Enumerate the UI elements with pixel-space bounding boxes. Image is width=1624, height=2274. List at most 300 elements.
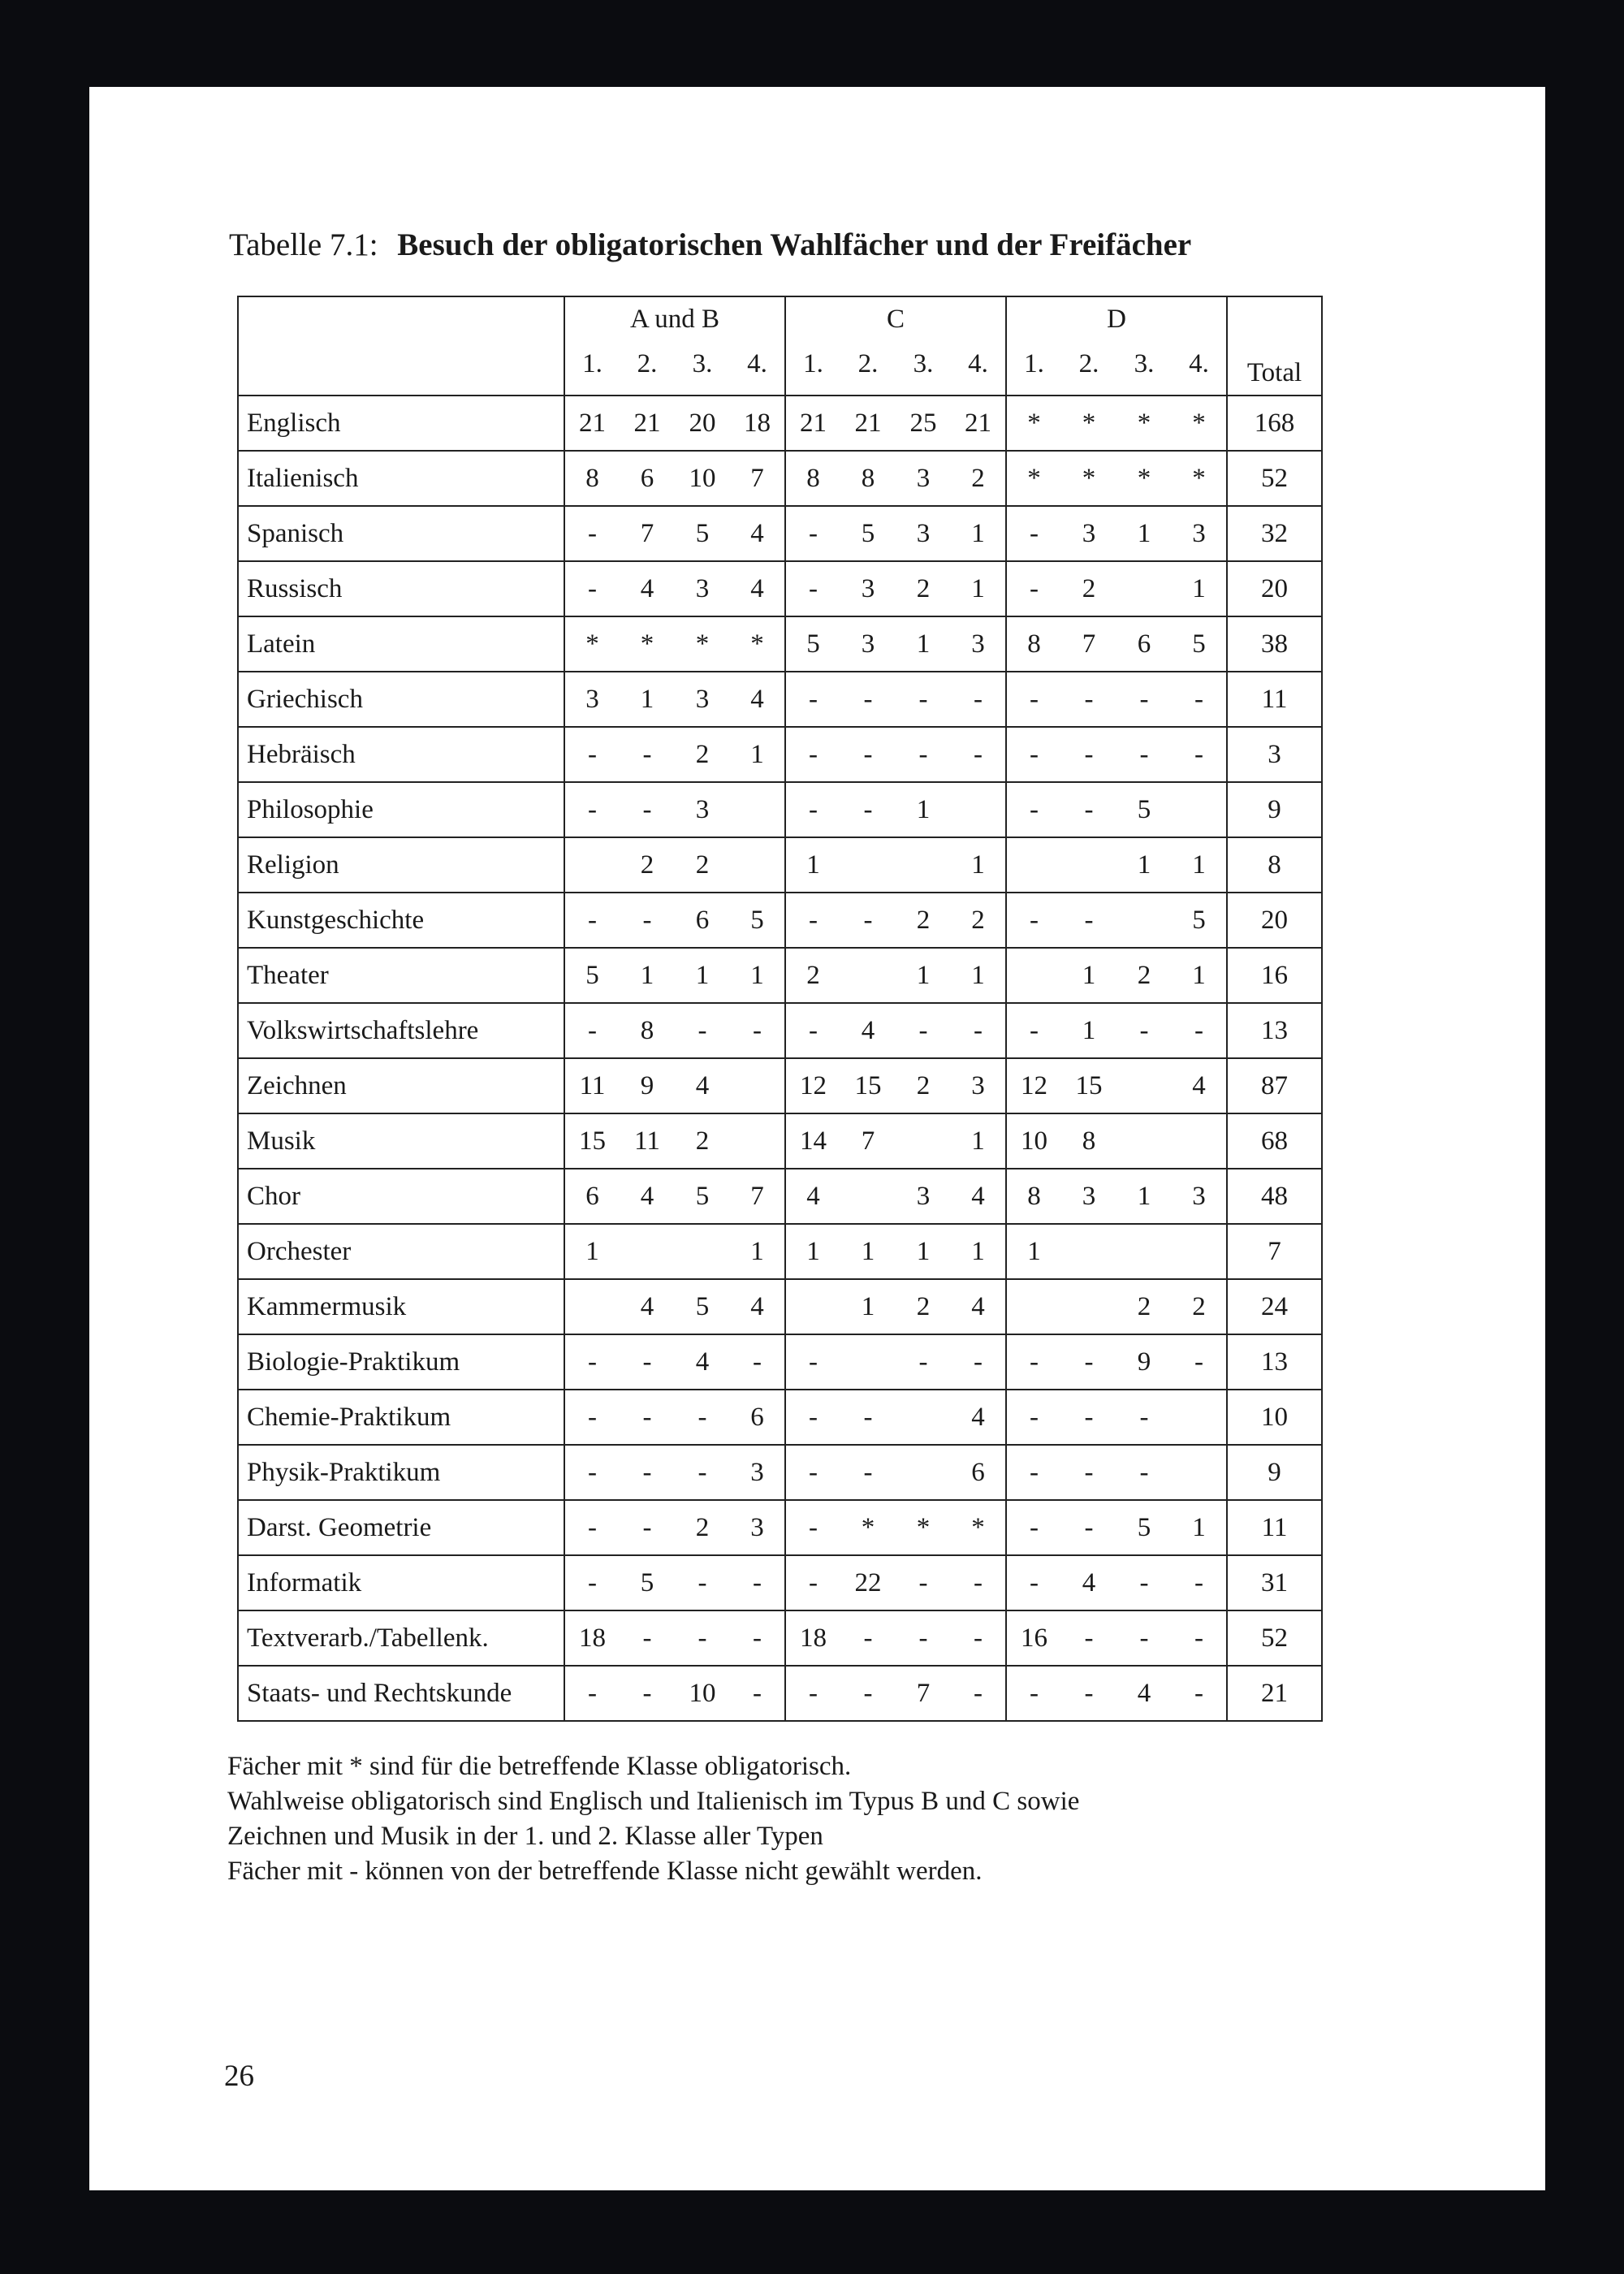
value-cell: *: [1172, 396, 1227, 451]
value-cell: -: [1061, 1390, 1116, 1445]
value-cell: -: [785, 672, 840, 727]
value-cell: 21: [620, 396, 675, 451]
value-cell: -: [1006, 727, 1061, 782]
value-cell: 3: [1172, 506, 1227, 561]
subject-cell: Physik-Praktikum: [238, 1445, 564, 1500]
value-cell: -: [620, 727, 675, 782]
total-cell: 11: [1227, 672, 1322, 727]
subject-cell: Hebräisch: [238, 727, 564, 782]
table-row: [238, 1666, 1322, 1721]
value-cell: -: [896, 1003, 951, 1058]
subject-cell: Kammermusik: [238, 1279, 564, 1334]
value-cell: [1116, 1058, 1172, 1113]
value-cell: 1: [951, 837, 1006, 893]
total-cell: 9: [1227, 782, 1322, 837]
value-cell: [1006, 1279, 1061, 1334]
value-cell: -: [1172, 672, 1227, 727]
total-cell: 24: [1227, 1279, 1322, 1334]
value-cell: -: [840, 672, 896, 727]
value-cell: 16: [1006, 1610, 1061, 1666]
value-cell: 6: [1116, 616, 1172, 672]
table-row: [238, 506, 1322, 561]
value-cell: -: [730, 1610, 785, 1666]
value-cell: -: [1006, 1334, 1061, 1390]
value-cell: 1: [896, 616, 951, 672]
class-header: 4.: [1172, 341, 1227, 396]
value-cell: -: [896, 672, 951, 727]
value-cell: -: [785, 1003, 840, 1058]
table-row: [238, 893, 1322, 948]
total-cell: 9: [1227, 1445, 1322, 1500]
value-cell: [1172, 1113, 1227, 1169]
value-cell: 8: [840, 451, 896, 506]
subject-cell: Russisch: [238, 561, 564, 616]
table-row: [238, 1113, 1322, 1169]
value-cell: -: [840, 1610, 896, 1666]
value-cell: 2: [675, 1113, 730, 1169]
value-cell: -: [1006, 1500, 1061, 1555]
value-cell: 1: [1172, 1500, 1227, 1555]
value-cell: 1: [730, 1224, 785, 1279]
value-cell: [730, 1058, 785, 1113]
value-cell: -: [620, 1390, 675, 1445]
value-cell: 1: [785, 837, 840, 893]
value-cell: -: [1116, 1555, 1172, 1610]
value-cell: 4: [1061, 1555, 1116, 1610]
value-cell: 4: [730, 561, 785, 616]
total-cell: 3: [1227, 727, 1322, 782]
value-cell: -: [785, 1666, 840, 1721]
subject-cell: Biologie-Praktikum: [238, 1334, 564, 1390]
value-cell: -: [896, 1334, 951, 1390]
value-cell: 1: [951, 1224, 1006, 1279]
value-cell: -: [675, 1445, 730, 1500]
value-cell: 4: [675, 1334, 730, 1390]
value-cell: -: [564, 1390, 620, 1445]
value-cell: -: [1061, 727, 1116, 782]
total-cell: 20: [1227, 561, 1322, 616]
value-cell: -: [730, 1003, 785, 1058]
total-cell: 13: [1227, 1334, 1322, 1390]
value-cell: 7: [896, 1666, 951, 1721]
value-cell: [730, 782, 785, 837]
document-page: [89, 87, 1545, 2190]
value-cell: -: [896, 727, 951, 782]
value-cell: *: [1116, 396, 1172, 451]
value-cell: 5: [675, 1169, 730, 1224]
footnote-line: Zeichnen und Musik in der 1. und 2. Klasse aller Typen: [227, 1822, 823, 1851]
value-cell: 15: [564, 1113, 620, 1169]
value-cell: 2: [896, 1058, 951, 1113]
caption-label: Tabelle 7.1:: [229, 227, 378, 262]
total-cell: 38: [1227, 616, 1322, 672]
value-cell: -: [1116, 727, 1172, 782]
value-cell: 15: [1061, 1058, 1116, 1113]
subject-cell: Darst. Geometrie: [238, 1500, 564, 1555]
value-cell: 5: [785, 616, 840, 672]
value-cell: 1: [896, 782, 951, 837]
value-cell: *: [564, 616, 620, 672]
value-cell: [730, 837, 785, 893]
value-cell: -: [564, 1666, 620, 1721]
value-cell: 4: [1116, 1666, 1172, 1721]
value-cell: 6: [564, 1169, 620, 1224]
value-cell: 1: [951, 948, 1006, 1003]
value-cell: *: [675, 616, 730, 672]
value-cell: *: [730, 616, 785, 672]
subject-cell: Musik: [238, 1113, 564, 1169]
value-cell: [1006, 948, 1061, 1003]
value-cell: 4: [730, 1279, 785, 1334]
value-cell: 4: [951, 1390, 1006, 1445]
value-cell: *: [1061, 396, 1116, 451]
value-cell: [896, 1390, 951, 1445]
value-cell: -: [1116, 1610, 1172, 1666]
value-cell: -: [785, 561, 840, 616]
value-cell: [840, 1169, 896, 1224]
value-cell: 1: [564, 1224, 620, 1279]
table-row: [238, 1224, 1322, 1279]
class-header: 3.: [896, 341, 951, 396]
value-cell: 21: [951, 396, 1006, 451]
value-cell: -: [785, 782, 840, 837]
total-header: Total: [1227, 296, 1322, 396]
value-cell: -: [951, 672, 1006, 727]
value-cell: 2: [620, 837, 675, 893]
value-cell: 1: [1061, 1003, 1116, 1058]
value-cell: -: [785, 727, 840, 782]
value-cell: -: [675, 1003, 730, 1058]
table-row: [238, 561, 1322, 616]
value-cell: 8: [620, 1003, 675, 1058]
value-cell: 2: [1061, 561, 1116, 616]
value-cell: -: [840, 893, 896, 948]
value-cell: 12: [1006, 1058, 1061, 1113]
value-cell: 4: [951, 1169, 1006, 1224]
value-cell: 1: [896, 948, 951, 1003]
value-cell: 5: [730, 893, 785, 948]
value-cell: *: [1006, 396, 1061, 451]
value-cell: 3: [1061, 1169, 1116, 1224]
value-cell: -: [1061, 1666, 1116, 1721]
class-header: 1.: [1006, 341, 1061, 396]
value-cell: -: [675, 1390, 730, 1445]
value-cell: [730, 1113, 785, 1169]
value-cell: 8: [785, 451, 840, 506]
value-cell: 1: [1172, 948, 1227, 1003]
footnote-line: Fächer mit - können von der betreffende Klasse nicht gewählt werden.: [227, 1857, 983, 1886]
value-cell: -: [1116, 1445, 1172, 1500]
value-cell: -: [785, 1445, 840, 1500]
value-cell: -: [1061, 1610, 1116, 1666]
value-cell: 5: [620, 1555, 675, 1610]
subject-cell: Zeichnen: [238, 1058, 564, 1113]
value-cell: 3: [896, 451, 951, 506]
value-cell: 4: [620, 1279, 675, 1334]
value-cell: -: [730, 1334, 785, 1390]
table-row: [238, 1500, 1322, 1555]
table-row: [238, 1279, 1322, 1334]
value-cell: 5: [1116, 782, 1172, 837]
subject-cell: Chor: [238, 1169, 564, 1224]
value-cell: -: [951, 1610, 1006, 1666]
class-header: 4.: [730, 341, 785, 396]
value-cell: -: [675, 1555, 730, 1610]
value-cell: 7: [840, 1113, 896, 1169]
value-cell: [675, 1224, 730, 1279]
value-cell: 3: [840, 561, 896, 616]
value-cell: [840, 1334, 896, 1390]
footnotes: [227, 1749, 1079, 1889]
subject-cell: Englisch: [238, 396, 564, 451]
subject-cell: Latein: [238, 616, 564, 672]
value-cell: -: [1172, 1610, 1227, 1666]
value-cell: 14: [785, 1113, 840, 1169]
subject-header: [238, 296, 564, 396]
data-table: [237, 296, 1323, 1722]
subject-cell: Religion: [238, 837, 564, 893]
value-cell: -: [1061, 782, 1116, 837]
value-cell: *: [1172, 451, 1227, 506]
value-cell: 1: [730, 727, 785, 782]
value-cell: -: [840, 782, 896, 837]
value-cell: [1172, 1390, 1227, 1445]
value-cell: -: [840, 1666, 896, 1721]
value-cell: 5: [1116, 1500, 1172, 1555]
value-cell: -: [564, 506, 620, 561]
value-cell: 2: [951, 451, 1006, 506]
value-cell: 1: [951, 561, 1006, 616]
value-cell: -: [1006, 1003, 1061, 1058]
value-cell: 6: [620, 451, 675, 506]
value-cell: -: [1006, 561, 1061, 616]
value-cell: 3: [840, 616, 896, 672]
value-cell: 11: [620, 1113, 675, 1169]
value-cell: -: [785, 506, 840, 561]
group-header-a-und-b: A und B: [564, 296, 785, 341]
value-cell: -: [951, 1666, 1006, 1721]
value-cell: 2: [785, 948, 840, 1003]
table-row: [238, 451, 1322, 506]
value-cell: 1: [1172, 837, 1227, 893]
table-row: [238, 1610, 1322, 1666]
class-header: 2.: [840, 341, 896, 396]
value-cell: -: [1006, 893, 1061, 948]
value-cell: 4: [951, 1279, 1006, 1334]
total-cell: 13: [1227, 1003, 1322, 1058]
value-cell: [1116, 1113, 1172, 1169]
value-cell: 1: [620, 672, 675, 727]
value-cell: 3: [730, 1500, 785, 1555]
value-cell: -: [1172, 1555, 1227, 1610]
value-cell: [1116, 1224, 1172, 1279]
table-row: [238, 1334, 1322, 1390]
class-header: 4.: [951, 341, 1006, 396]
value-cell: -: [785, 893, 840, 948]
value-cell: 2: [675, 727, 730, 782]
value-cell: -: [1006, 506, 1061, 561]
value-cell: *: [840, 1500, 896, 1555]
value-cell: 9: [620, 1058, 675, 1113]
value-cell: 20: [675, 396, 730, 451]
total-cell: 168: [1227, 396, 1322, 451]
value-cell: -: [840, 1390, 896, 1445]
total-cell: 48: [1227, 1169, 1322, 1224]
value-cell: 10: [675, 1666, 730, 1721]
value-cell: 1: [1116, 1169, 1172, 1224]
value-cell: [896, 1113, 951, 1169]
value-cell: -: [951, 1003, 1006, 1058]
value-cell: 6: [951, 1445, 1006, 1500]
value-cell: 2: [1172, 1279, 1227, 1334]
value-cell: 15: [840, 1058, 896, 1113]
value-cell: *: [620, 616, 675, 672]
value-cell: 1: [1172, 561, 1227, 616]
class-header: 1.: [785, 341, 840, 396]
value-cell: 7: [730, 1169, 785, 1224]
value-cell: 18: [785, 1610, 840, 1666]
value-cell: -: [1006, 782, 1061, 837]
value-cell: 5: [675, 506, 730, 561]
class-header: 2.: [1061, 341, 1116, 396]
value-cell: -: [564, 782, 620, 837]
value-cell: 8: [1006, 1169, 1061, 1224]
table-row: [238, 782, 1322, 837]
value-cell: [951, 782, 1006, 837]
value-cell: 4: [730, 506, 785, 561]
value-cell: -: [564, 1555, 620, 1610]
value-cell: -: [1061, 672, 1116, 727]
table-row: [238, 396, 1322, 451]
value-cell: -: [1116, 1003, 1172, 1058]
value-cell: -: [840, 727, 896, 782]
table-caption: [229, 227, 1191, 263]
value-cell: 1: [675, 948, 730, 1003]
value-cell: 8: [1006, 616, 1061, 672]
subject-cell: Volkswirtschaftslehre: [238, 1003, 564, 1058]
value-cell: -: [785, 1390, 840, 1445]
subject-cell: Philosophie: [238, 782, 564, 837]
value-cell: 5: [1172, 893, 1227, 948]
value-cell: 1: [840, 1224, 896, 1279]
value-cell: -: [564, 893, 620, 948]
total-cell: 32: [1227, 506, 1322, 561]
value-cell: 7: [730, 451, 785, 506]
value-cell: -: [785, 1334, 840, 1390]
value-cell: 21: [840, 396, 896, 451]
subject-cell: Informatik: [238, 1555, 564, 1610]
value-cell: 4: [730, 672, 785, 727]
value-cell: -: [620, 782, 675, 837]
table-row: [238, 1445, 1322, 1500]
value-cell: -: [1006, 1666, 1061, 1721]
footnote-line: Fächer mit * sind für die betreffende Klasse obligatorisch.: [227, 1752, 852, 1781]
value-cell: 5: [564, 948, 620, 1003]
value-cell: 4: [840, 1003, 896, 1058]
value-cell: 3: [896, 506, 951, 561]
footnote-line: Wahlweise obligatorisch sind Englisch und Italienisch im Typus B und C sowie: [227, 1787, 1080, 1816]
group-header-c: C: [785, 296, 1006, 341]
total-cell: 7: [1227, 1224, 1322, 1279]
group-header-row: [238, 296, 1322, 341]
value-cell: 1: [951, 506, 1006, 561]
table-row: [238, 616, 1322, 672]
value-cell: -: [1006, 1390, 1061, 1445]
total-cell: 52: [1227, 451, 1322, 506]
value-cell: 3: [675, 672, 730, 727]
value-cell: 4: [1172, 1058, 1227, 1113]
table-row: [238, 672, 1322, 727]
class-header: 3.: [1116, 341, 1172, 396]
class-header: 1.: [564, 341, 620, 396]
value-cell: 18: [564, 1610, 620, 1666]
value-cell: [564, 1279, 620, 1334]
class-header: 2.: [620, 341, 675, 396]
value-cell: -: [1172, 727, 1227, 782]
value-cell: -: [896, 1610, 951, 1666]
value-cell: -: [1061, 893, 1116, 948]
value-cell: -: [564, 1445, 620, 1500]
page-number: 26: [224, 2060, 254, 2093]
value-cell: 5: [1172, 616, 1227, 672]
value-cell: [1061, 837, 1116, 893]
value-cell: -: [1006, 1555, 1061, 1610]
class-header: 3.: [675, 341, 730, 396]
value-cell: -: [1061, 1445, 1116, 1500]
value-cell: -: [730, 1555, 785, 1610]
value-cell: -: [951, 1334, 1006, 1390]
value-cell: -: [564, 1500, 620, 1555]
value-cell: [1172, 782, 1227, 837]
value-cell: -: [1061, 1334, 1116, 1390]
value-cell: -: [1116, 1390, 1172, 1445]
value-cell: 4: [675, 1058, 730, 1113]
value-cell: 6: [675, 893, 730, 948]
table-row: [238, 1390, 1322, 1445]
total-cell: 31: [1227, 1555, 1322, 1610]
total-cell: 52: [1227, 1610, 1322, 1666]
total-cell: 21: [1227, 1666, 1322, 1721]
value-cell: 7: [1061, 616, 1116, 672]
value-cell: 4: [620, 1169, 675, 1224]
value-cell: -: [1172, 1003, 1227, 1058]
value-cell: -: [675, 1610, 730, 1666]
table-row: [238, 948, 1322, 1003]
value-cell: -: [1006, 1445, 1061, 1500]
value-cell: 25: [896, 396, 951, 451]
value-cell: 4: [620, 561, 675, 616]
value-cell: [564, 837, 620, 893]
subject-cell: Griechisch: [238, 672, 564, 727]
value-cell: -: [840, 1445, 896, 1500]
group-header-d: D: [1006, 296, 1227, 341]
table-body: [238, 396, 1322, 1721]
total-cell: 16: [1227, 948, 1322, 1003]
value-cell: -: [564, 561, 620, 616]
value-cell: -: [785, 1500, 840, 1555]
value-cell: 1: [1116, 506, 1172, 561]
value-cell: 3: [730, 1445, 785, 1500]
value-cell: *: [951, 1500, 1006, 1555]
value-cell: *: [1006, 451, 1061, 506]
value-cell: 6: [730, 1390, 785, 1445]
value-cell: 1: [1006, 1224, 1061, 1279]
value-cell: 5: [675, 1279, 730, 1334]
value-cell: 1: [620, 948, 675, 1003]
value-cell: 3: [1172, 1169, 1227, 1224]
value-cell: 1: [785, 1224, 840, 1279]
value-cell: [1116, 561, 1172, 616]
